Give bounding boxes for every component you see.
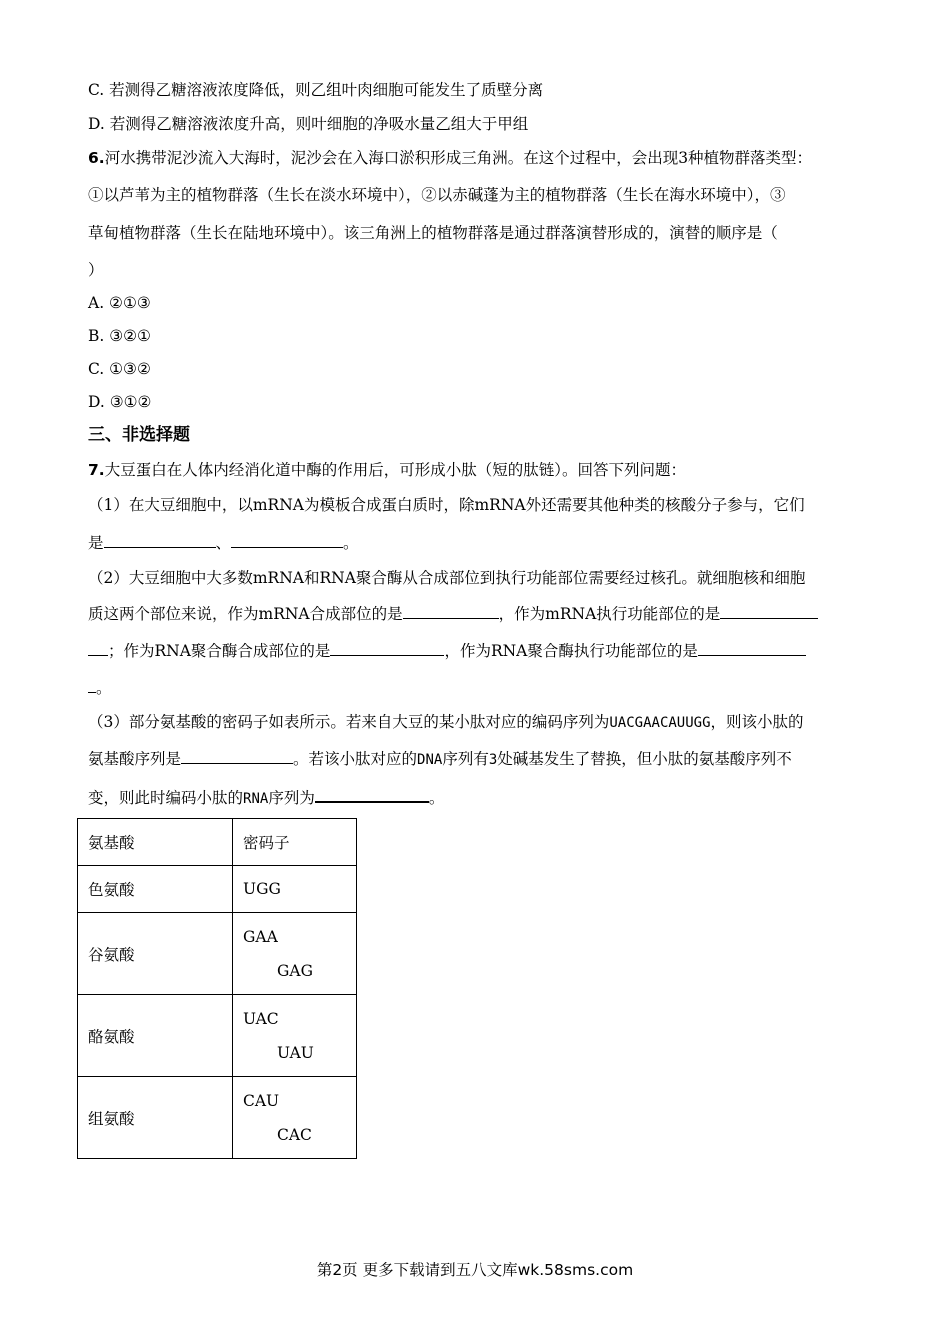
q7-p3-text-g: 变，则此时编码小肽的	[88, 789, 244, 807]
answer-blank[interactable]	[88, 641, 108, 656]
q7-part3-line1	[88, 712, 804, 733]
q5-option-d: D. 若测得乙糖溶液浓度升高，则叶细胞的净吸水量乙组大于甲组	[88, 115, 529, 133]
coding-sequence: UACGAACAUUGG	[609, 715, 711, 731]
page-footer: 第2页 更多下载请到五八文库wk.58sms.com	[316, 1261, 634, 1279]
codon-value: UAC	[243, 1009, 279, 1028]
q7-p1-text-c: 。	[343, 534, 359, 552]
table-header-amino: 氨基酸	[78, 819, 233, 866]
q7-p3-text-c: 氨基酸序列是	[88, 750, 182, 768]
amino-acid-cell: 色氨酸	[78, 866, 233, 913]
dna-label: DNA	[417, 752, 443, 768]
q6-option-c: C. ①③②	[88, 360, 151, 378]
q7-p2-text-c: ；作为RNA聚合酶合成部位的是	[108, 642, 331, 660]
codon-value: CAU	[243, 1091, 280, 1110]
count-three: 3	[488, 752, 498, 768]
q7-part1-line1: （1）在大豆细胞中，以mRNA为模板合成蛋白质时，除mRNA外还需要其他种类的核酸分子参与，它们	[88, 496, 805, 514]
q7-p2-text-e: 。	[96, 679, 112, 697]
q7-p3-text-a: （3）部分氨基酸的密码子如表所示。若来自大豆的某小肽对应的编码序列为	[88, 713, 610, 731]
q7-p3-text-h: 序列为	[268, 789, 315, 807]
q7-p2-text-b: ，作为mRNA执行功能部位的是	[498, 605, 721, 623]
q6-option-a: A. ②①③	[88, 294, 151, 312]
section-title: 三、非选择题	[88, 425, 190, 445]
q7-p1-text-a: 是	[88, 534, 104, 552]
answer-blank[interactable]	[315, 787, 429, 803]
rna-label: RNA	[243, 791, 269, 807]
q7-p3-text-i: 。	[428, 789, 445, 807]
q6-text-1: 河水携带泥沙流入大海时，泥沙会在入海口淤积形成三角洲。在这个过程中，会出现3种植物群落类型：	[104, 149, 813, 167]
table-header-row	[78, 819, 357, 866]
q6-line-3: 草甸植物群落（生长在陆地环境中）。该三角洲上的植物群落是通过群落演替形成的，演替的顺序是（	[88, 224, 778, 242]
table-row	[78, 995, 357, 1077]
q5-option-c: C. 若测得乙糖溶液浓度降低，则乙组叶肉细胞可能发生了质壁分离	[88, 81, 544, 99]
q6-option-d: D. ③①②	[88, 393, 152, 411]
codon-cell	[233, 995, 357, 1077]
q7-p3-text-b: ，则该小肽的	[710, 713, 804, 731]
q6-line-2: ①以芦苇为主的植物群落（生长在淡水环境中），②以赤碱蓬为主的植物群落（生长在海水环境中），③	[88, 186, 786, 204]
amino-acid-cell: 酪氨酸	[78, 995, 233, 1077]
answer-blank[interactable]	[720, 604, 818, 619]
q7-number: 7.	[88, 461, 105, 479]
amino-acid-cell: 组氨酸	[78, 1077, 233, 1159]
q7-p1-text-b: 、	[215, 534, 232, 552]
codon-cell: UGG	[233, 866, 357, 913]
q7-part2-line1: （2）大豆细胞中大多数mRNA和RNA聚合酶从合成部位到执行功能部位需要经过核孔。就细胞核和细胞	[88, 569, 806, 587]
q6-line-4: ）	[88, 261, 104, 279]
answer-blank[interactable]	[231, 533, 343, 548]
answer-blank[interactable]	[330, 641, 444, 656]
q6-line-1	[88, 148, 812, 168]
codon-value: GAG	[277, 961, 313, 980]
q7-part3-line2	[88, 749, 792, 770]
q7-part3-line3	[88, 787, 444, 809]
q7-p2-text-a: 质这两个部位来说，作为mRNA合成部位的是	[88, 605, 403, 623]
q7-intro	[88, 460, 686, 480]
q7-p3-text-f: 处碱基发生了替换，但小肽的氨基酸序列不	[497, 750, 792, 768]
q7-p2-text-d: ，作为RNA聚合酶执行功能部位的是	[444, 642, 698, 660]
answer-blank[interactable]	[104, 533, 216, 548]
amino-acid-cell: 谷氨酸	[78, 913, 233, 995]
q7-p3-text-d: 。若该小肽对应的	[293, 750, 418, 768]
table-row	[78, 1077, 357, 1159]
table-row	[78, 913, 357, 995]
table-row	[78, 866, 357, 913]
q7-part2-line3	[88, 641, 806, 661]
q7-part2-line2	[88, 604, 818, 624]
table-header-codon: 密码子	[233, 819, 357, 866]
answer-blank[interactable]	[403, 604, 499, 619]
codon-cell	[233, 913, 357, 995]
answer-blank[interactable]	[181, 749, 293, 764]
q7-part2-line4	[88, 678, 112, 698]
codon-value: GAA	[243, 927, 278, 946]
q6-option-b: B. ③②①	[88, 327, 151, 345]
codon-value: UAU	[277, 1043, 314, 1062]
codon-value: CAC	[277, 1125, 312, 1144]
codon-table	[77, 818, 357, 1159]
q7-p3-text-e: 序列有	[442, 750, 489, 768]
q7-intro-text: 大豆蛋白在人体内经消化道中酶的作用后，可形成小肽（短的肽链）。回答下列问题：	[104, 461, 686, 479]
codon-cell	[233, 1077, 357, 1159]
q6-number: 6.	[88, 149, 105, 167]
answer-blank[interactable]	[88, 678, 96, 693]
answer-blank[interactable]	[698, 641, 806, 656]
q7-part1-line2	[88, 533, 359, 553]
